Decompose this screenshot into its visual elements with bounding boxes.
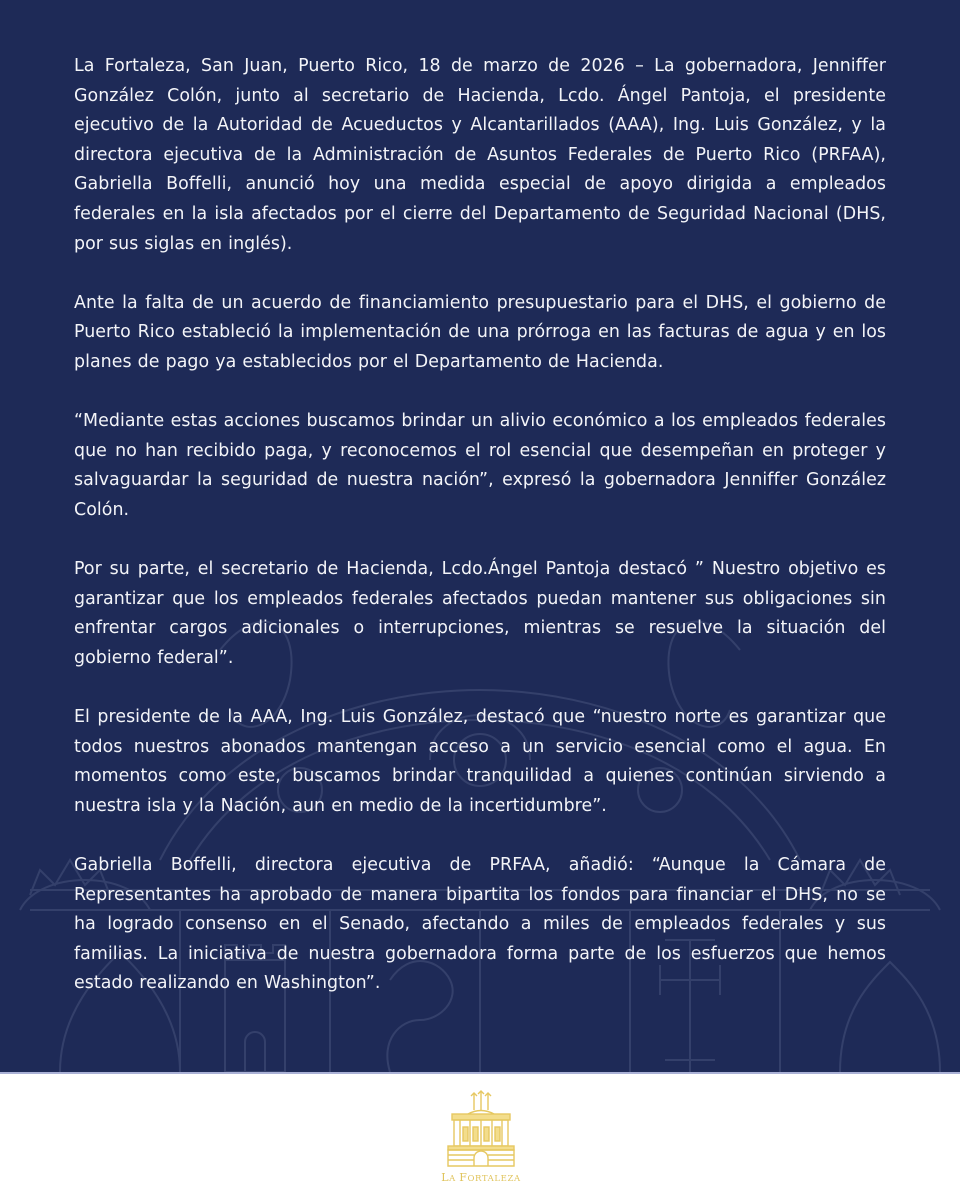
paragraph-context: Ante la falta de un acuerdo de financiamiento presupuestario para el DHS, el gobierno de Puerto Rico estableció la implementación de una prórroga en las facturas de agua y en los planes de pago ya establecidos por el Departamento de Hacienda. [74, 292, 886, 372]
paragraph-aaa-quote: El presidente de la AAA, Ing. Luis González, destacó que “nuestro norte es garantizar que todos nuestros abonados mantengan acceso a un servicio esencial como el agua. En momentos como este, buscamos brindar tranquilidad a quienes continúan sirviendo a nuestra isla y la Nación, aun en medio de la incertidumbre”. [74, 707, 886, 816]
la-fortaleza-building-icon [436, 1090, 526, 1168]
la-fortaleza-logo [436, 1090, 526, 1185]
la-fortaleza-wordmark: LA FORTALEZA [441, 1171, 521, 1184]
paragraph-governor-quote: “Mediante estas acciones buscamos brindar un alivio económico a los empleados federales que no han recibido paga, y reconocemos el rol esencial que desempeñan en proteger y salvaguardar la seguridad de nuestra nación”, expresó la gobernadora Jenniffer González Colón. [74, 411, 886, 520]
paragraph-hacienda-quote: Por su parte, el secretario de Hacienda, Lcdo.Ángel Pantoja destacó ” Nuestro objetivo es garantizar que los empleados federales afectados puedan mantener sus obligaciones sin enfrentar cargos adicionales o interrupciones, mientras se resuelve la situación del gobierno federal”. [74, 559, 886, 668]
paragraph-prfaa-quote: Gabriella Boffelli, directora ejecutiva de PRFAA, añadió: “Aunque la Cámara de Representantes ha aprobado de manera bipartita los fondos para financiar el DHS, no se ha logrado consenso en el Senado, afectando a miles de empleados federales y sus familias. La iniciativa de nuestra gobernadora forma parte de los esfuerzos que hemos estado realizando en Washington”. [74, 855, 886, 994]
press-release-body [74, 52, 886, 1029]
paragraph-announcement: La Fortaleza, San Juan, Puerto Rico, 18 de marzo de 2026 – La gobernadora, Jenniffer González Colón, junto al secretario de Hacienda, Lcdo. Ángel Pantoja, el presidente ejecutivo de la Autoridad de Acueductos y Alcantarillados (AAA), Ing. Luis González, y la directora ejecutiva de la Administración de Asuntos Federales de Puerto Rico (PRFAA), Gabriella Boffelli, anunció hoy una medida especial de apoyo dirigida a empleados federales en la isla afectados por el cierre del Departamento de Seguridad Nacional (DHS, por sus siglas en inglés). [74, 56, 886, 254]
footer [0, 1074, 960, 1200]
